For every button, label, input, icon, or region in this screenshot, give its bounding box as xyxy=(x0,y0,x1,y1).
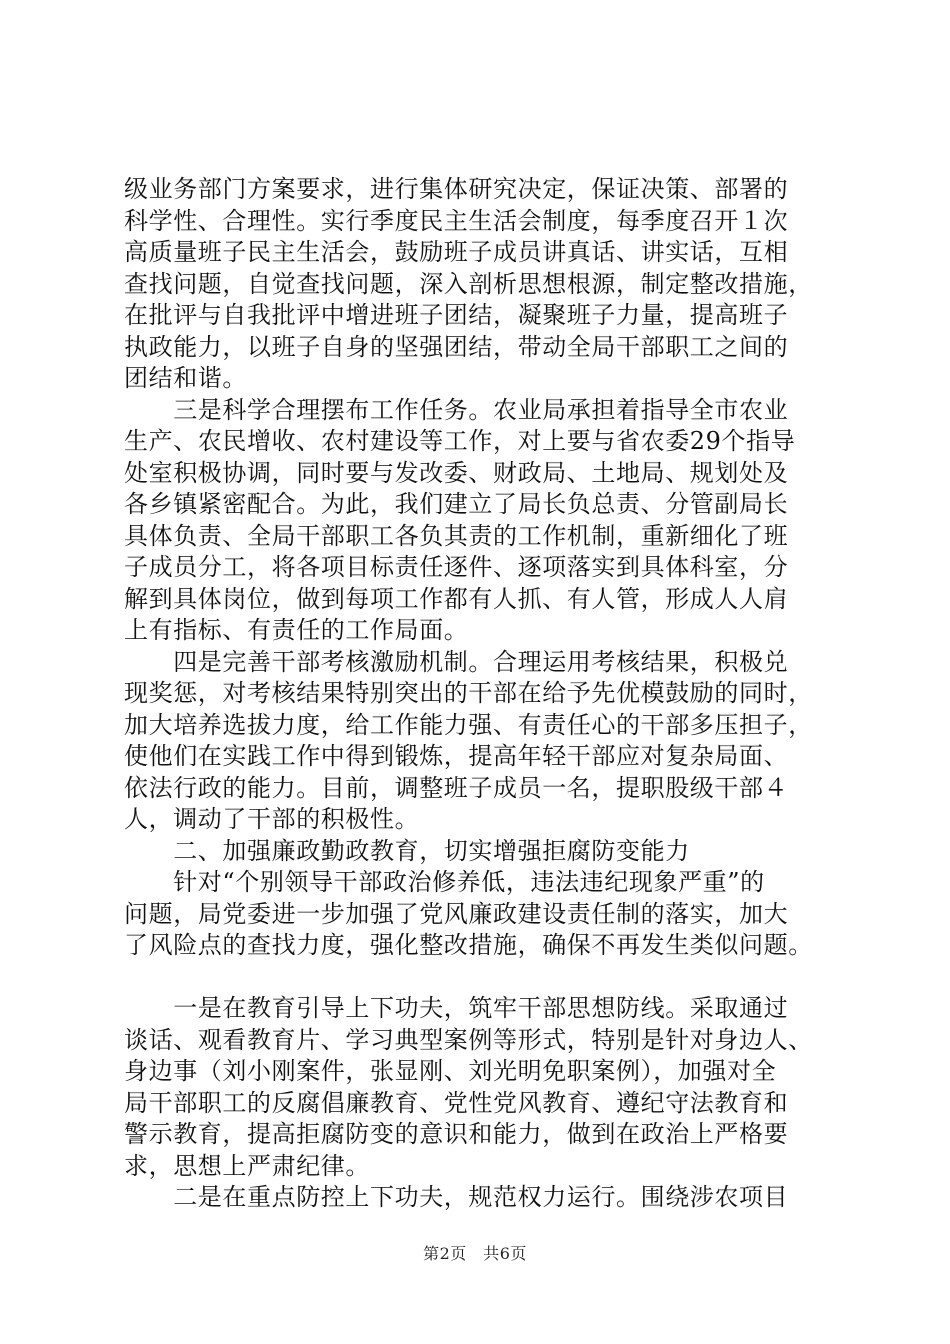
text-line: 一是在教育引导上下功夫，筑牢干部思想防线。采取通过 xyxy=(124,994,789,1022)
text-line: 二是在重点防控上下功夫，规范权力运行。围绕涉农项目 xyxy=(124,1183,789,1211)
text-line: 高质量班子民主生活会，鼓励班子成员讲真话、讲实话，互相 xyxy=(124,238,789,266)
page-footer: 第2页 共6页 xyxy=(423,1244,527,1263)
text-line: 了风险点的查找力度，强化整改措施，确保不再发生类似问题。 xyxy=(124,931,813,959)
body-text xyxy=(124,174,836,1214)
text-line: 生产、农民增收、农村建设等工作，对上要与省农委29个指导 xyxy=(124,427,796,455)
text-line: 人，调动了干部的积极性。 xyxy=(124,805,420,833)
text-line: 查找问题，自觉查找问题，深入剖析思想根源，制定整改措施， xyxy=(124,269,813,298)
text-line: 子成员分工，将各项目标责任逐件、逐项落实到具体科室，分 xyxy=(124,553,789,581)
text-line: 使他们在实践工作中得到锻炼，提高年轻干部应对复杂局面、 xyxy=(124,742,789,770)
blank-line xyxy=(124,962,836,994)
text-line: 团结和谐。 xyxy=(124,364,247,392)
text-line: 身边事（刘小刚案件，张显刚、刘光明免职案例），加强对全 xyxy=(124,1057,777,1085)
text-line: 四是完善干部考核激励机制。合理运用考核结果，积极兑 xyxy=(124,647,789,676)
text-line: 加大培养选拔力度，给工作能力强、有责任心的干部多压担子， xyxy=(124,710,813,739)
text-line: 执政能力，以班子自身的坚强团结，带动全局干部职工之间的 xyxy=(124,332,789,361)
text-line: 上有指标、有责任的工作局面。 xyxy=(124,616,469,644)
text-line: 依法行政的能力。目前，调整班子成员一名，提职股级干部４ xyxy=(124,773,789,802)
text-line: 谈话、观看教育片、学习典型案例等形式，特别是针对身边人、 xyxy=(124,1025,813,1054)
text-line: 二、加强廉政勤政教育，切实增强拒腐防变能力 xyxy=(124,836,690,865)
text-line: 在批评与自我批评中增进班子团结，凝聚班子力量，提高班子 xyxy=(124,301,789,329)
text-line: 解到具体岗位，做到每项工作都有人抓、有人管，形成人人肩 xyxy=(124,584,789,613)
text-line: 求，思想上严肃纪律。 xyxy=(124,1151,370,1180)
text-line: 局干部职工的反腐倡廉教育、党性党风教育、遵纪守法教育和 xyxy=(124,1088,789,1117)
text-line: 警示教育，提高拒腐防变的意识和能力，做到在政治上严格要 xyxy=(124,1120,789,1148)
text-line: 科学性、合理性。实行季度民主生活会制度，每季度召开１次 xyxy=(124,206,789,235)
text-line: 问题，局党委进一步加强了党风廉政建设责任制的落实，加大 xyxy=(124,899,789,928)
text-line: 三是科学合理摆布工作任务。农业局承担着指导全市农业 xyxy=(124,395,789,424)
text-line: 具体负责、全局干部职工各负其责的工作机制，重新细化了班 xyxy=(124,521,789,550)
text-line: 处室积极协调，同时要与发改委、财政局、土地局、规划处及 xyxy=(124,458,789,487)
text-line: 现奖惩，对考核结果特别突出的干部在给予先优模鼓励的同时， xyxy=(124,679,813,707)
text-line: 各乡镇紧密配合。为此，我们建立了局长负总责、分管副局长 xyxy=(124,490,789,518)
text-line: 级业务部门方案要求，进行集体研究决定，保证决策、部署的 xyxy=(124,175,789,203)
text-line: 针对“个别领导干部政治修养低，违法违纪现象严重”的 xyxy=(124,868,765,896)
